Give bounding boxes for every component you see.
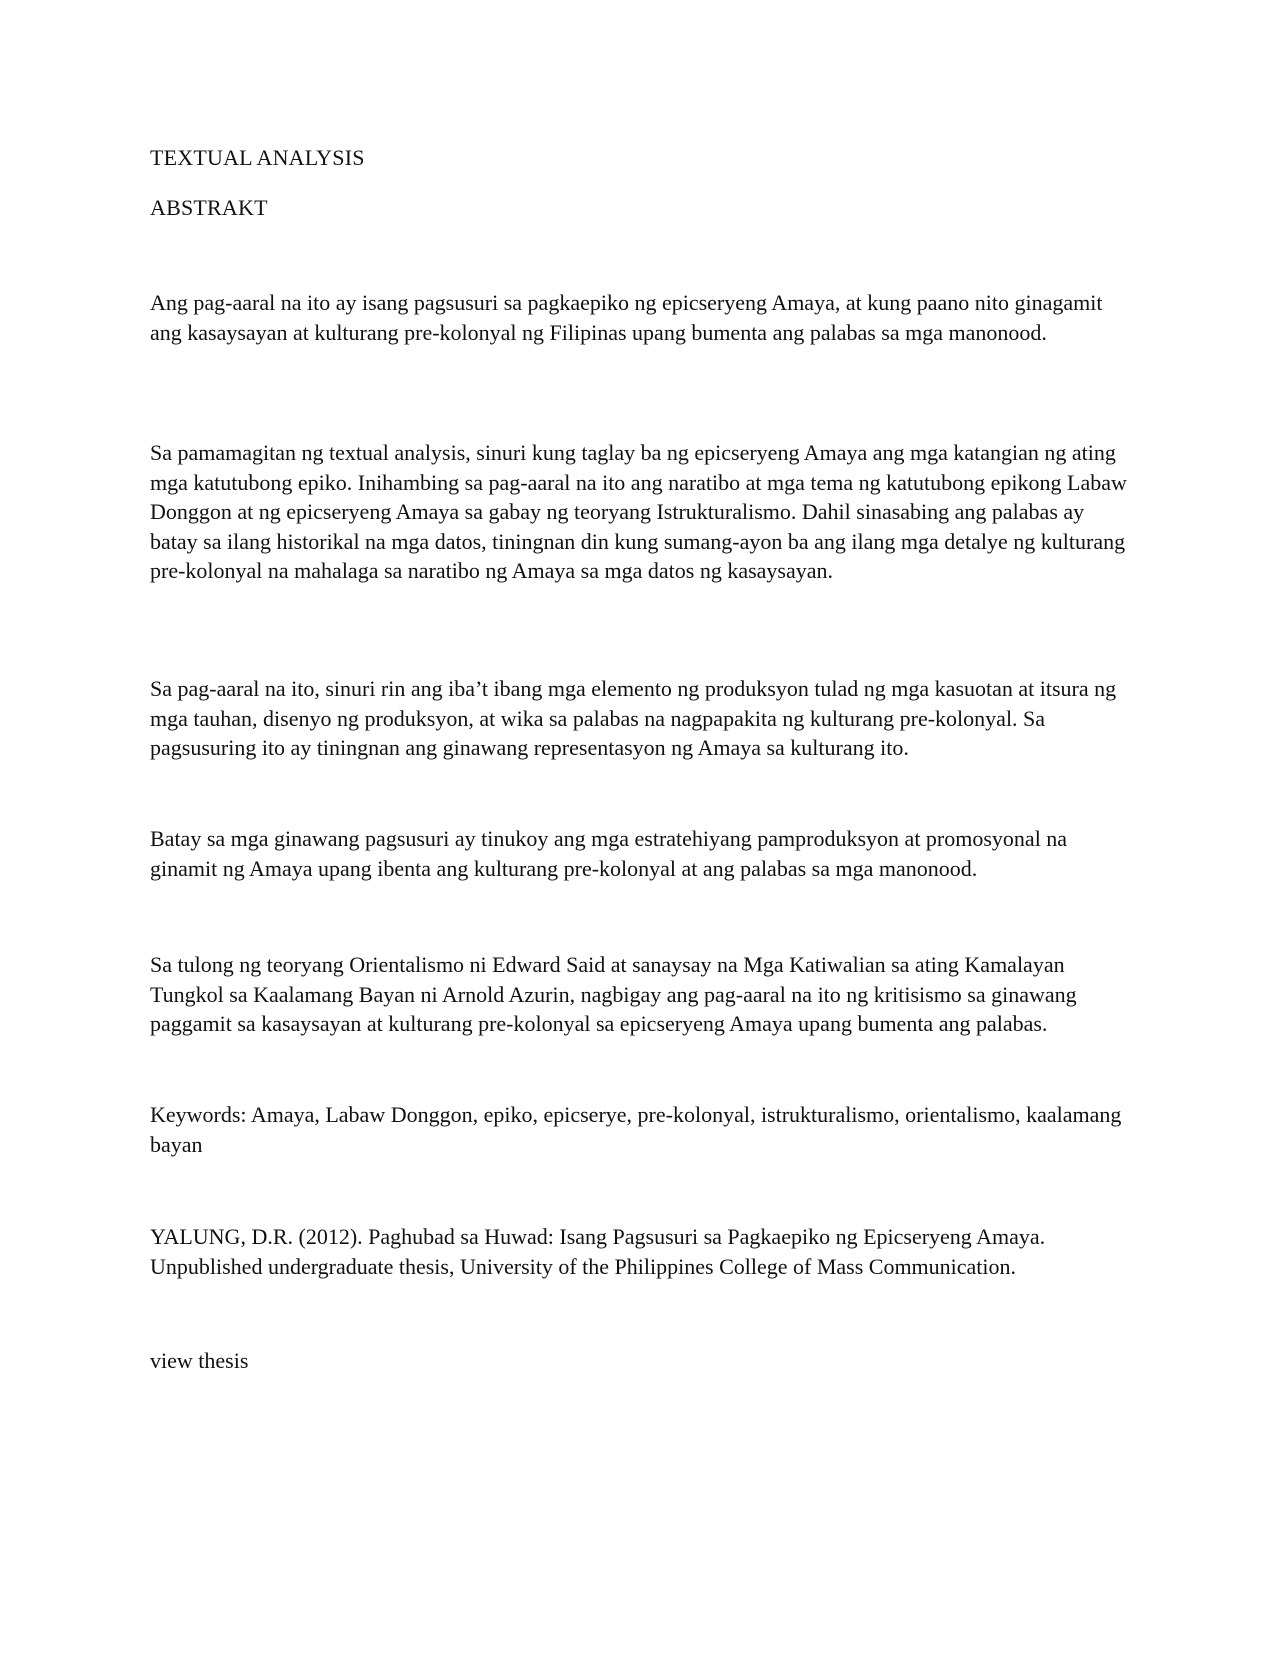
abstract-paragraph-3: Sa pag-aaral na ito, sinuri rin ang iba’t ibang mga elemento ng produksyon tulad ng mga kasuotan at itsura ng mga tauhan, disenyo ng produksyon, at wika sa palabas na nagpapakita ng kulturang pre-kolonyal. Sa pagsusuring ito ay tiningnan ang ginawang representasyon ng Amaya sa kulturang ito.	[150, 676, 1117, 760]
document-title: TEXTUAL ANALYSIS	[150, 145, 365, 170]
view-thesis-link[interactable]: view thesis	[150, 1348, 249, 1373]
abstract-paragraph-1: Ang pag-aaral na ito ay isang pagsusuri sa pagkaepiko ng epicseryeng Amaya, at kung paano nito ginagamit ang kasaysayan at kulturang pre-kolonyal ng Filipinas upang bumenta ang palabas sa mga manonood.	[150, 290, 1103, 345]
section-heading: ABSTRAKT	[150, 195, 268, 220]
keywords: Keywords: Amaya, Labaw Donggon, epiko, epicserye, pre-kolonyal, istrukturalismo, orientalismo, kaalamang bayan	[150, 1102, 1122, 1157]
abstract-paragraph-2: Sa pamamagitan ng textual analysis, sinuri kung taglay ba ng epicseryeng Amaya ang mga katangian ng ating mga katutubong epiko. Inihambing sa pag-aaral na ito ang naratibo at mga tema ng katutubong epikong Labaw Donggon at ng epicseryeng Amaya sa gabay ng teoryang Istrukturalismo. Dahil sinasabing ang palabas ay batay sa ilang historikal na mga datos, tiningnan din kung sumang-ayon ba ang ilang mga detalye ng kulturang pre-kolonyal na mahalaga sa naratibo ng Amaya sa mga datos ng kasaysayan.	[150, 440, 1127, 583]
abstract-paragraph-5: Sa tulong ng teoryang Orientalismo ni Edward Said at sanaysay na Mga Katiwalian sa ating Kamalayan Tungkol sa Kaalamang Bayan ni Arnold Azurin, nagbigay ang pag-aaral na ito ng kritisismo sa ginawang paggamit sa kasaysayan at kulturang pre-kolonyal sa epicseryeng Amaya upang bumenta ang palabas.	[150, 952, 1077, 1036]
abstract-paragraph-4: Batay sa mga ginawang pagsusuri ay tinukoy ang mga estratehiyang pamproduksyon at promosyonal na ginamit ng Amaya upang ibenta ang kulturang pre-kolonyal at ang palabas sa mga manonood.	[150, 826, 1068, 881]
citation: YALUNG, D.R. (2012). Paghubad sa Huwad: Isang Pagsusuri sa Pagkaepiko ng Epicseryeng Amaya. Unpublished undergraduate thesis, University of the Philippines College of Mass Communication.	[150, 1224, 1046, 1279]
